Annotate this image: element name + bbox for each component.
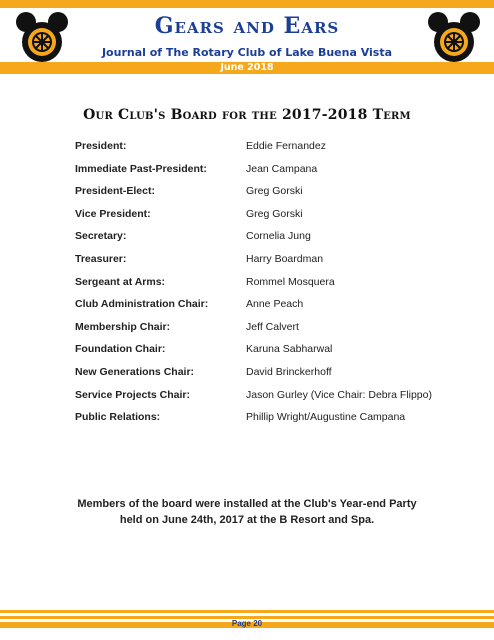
board-row-sergeant-at-arms <box>75 276 475 299</box>
board-member-name: Karuna Sabharwal <box>246 343 333 356</box>
board-role: Club Administration Chair: <box>75 298 209 311</box>
board-member-name: Greg Gorski <box>246 185 303 198</box>
board-role: Vice President: <box>75 207 151 220</box>
board-row-vice-president <box>75 208 475 231</box>
board-role: President-Elect: <box>75 185 155 198</box>
issue-date-band <box>0 62 494 74</box>
board-role: Treasurer: <box>75 252 127 265</box>
board-role: Secretary: <box>75 230 127 243</box>
board-row-secretary <box>75 230 475 253</box>
board-row-president <box>75 140 475 163</box>
board-member-name: Jason Gurley (Vice Chair: Debra Flippo) <box>246 388 432 401</box>
board-member-name: Phillip Wright/Augustine Campana <box>246 411 406 424</box>
board-role: Membership Chair: <box>75 320 171 333</box>
board-row-club-administration <box>75 298 475 321</box>
board-member-name: Jean Campana <box>246 162 318 175</box>
board-role: Public Relations: <box>75 411 161 424</box>
board-role: Foundation Chair: <box>75 343 166 356</box>
board-row-treasurer <box>75 253 475 276</box>
board-role: Immediate Past-President: <box>75 162 207 175</box>
accent-stripe <box>0 610 494 613</box>
board-roster <box>75 140 475 434</box>
board-member-name: Anne Peach <box>246 298 304 311</box>
board-row-president-elect <box>75 185 475 208</box>
installation-note-line: Members of the board were installed at the Club's Year-end Party <box>77 498 417 510</box>
board-row-service-projects <box>75 389 475 412</box>
board-role: Service Projects Chair: <box>75 388 190 401</box>
board-role: Sergeant at Arms: <box>75 275 166 288</box>
board-row-foundation <box>75 343 475 366</box>
board-row-membership <box>75 321 475 344</box>
board-role: President: <box>75 140 127 152</box>
board-member-name: Harry Boardman <box>246 252 324 265</box>
installation-note-line: held on June 24th, 2017 at the B Resort and Spa. <box>119 514 375 526</box>
newsletter-subtitle: Journal of The Rotary Club of Lake Buena Vista <box>101 46 393 59</box>
issue-date: June 2018 <box>220 62 274 73</box>
board-member-name: David Brinckerhoff <box>246 365 332 378</box>
board-heading: Our Club's Board for the 2017-2018 Term <box>83 107 411 123</box>
board-row-past-president <box>75 163 475 186</box>
board-member-name: Rommel Mosquera <box>246 275 335 288</box>
board-role: New Generations Chair: <box>75 365 195 378</box>
installation-note <box>0 496 494 528</box>
board-member-name: Jeff Calvert <box>246 320 299 333</box>
board-row-public-relations <box>75 411 475 434</box>
board-member-name: Eddie Fernandez <box>246 140 326 152</box>
board-member-name: Cornelia Jung <box>246 230 311 243</box>
board-member-name: Greg Gorski <box>246 207 303 220</box>
top-accent-bar <box>0 0 494 8</box>
board-row-new-generations <box>75 366 475 389</box>
newsletter-title: Gears and Ears <box>154 13 340 39</box>
page-number: Page 20 <box>231 619 263 628</box>
